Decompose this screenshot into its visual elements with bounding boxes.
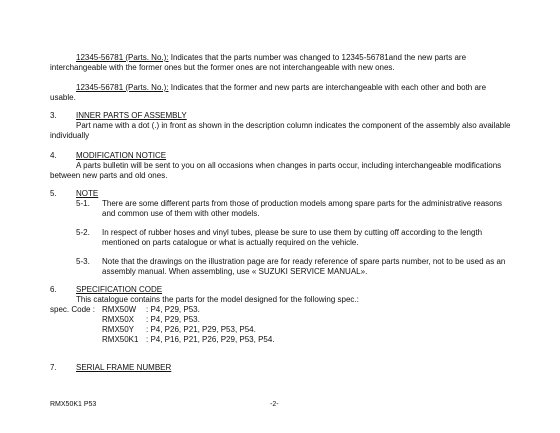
spec-model: RMX50W: [102, 305, 137, 314]
spec-code-label: spec. Code :: [50, 305, 95, 314]
section-title: SERIAL FRAME NUMBER: [76, 363, 172, 372]
note-text: Indicates that the former and new parts are interchangeable with each other and both are usable.: [50, 83, 487, 102]
section-body: A parts bulletin will be sent to you on all occasions when changes in parts occur, including interchangeable modifications between new parts and old ones.: [50, 161, 502, 180]
section-title: MODIFICATION NOTICE: [76, 151, 167, 160]
note-code: 12345-56781 (Parts. No.):: [76, 83, 169, 92]
section-number: 5.: [50, 189, 57, 198]
footer-model-code: RMX50K1 P53: [50, 401, 97, 408]
spec-model: RMX50K1: [102, 335, 139, 344]
note-item-text: There are some different parts from those of production models among spare parts for the administrative reasons and common use of them with other models.: [102, 199, 503, 218]
note-item-number: 5-3.: [76, 257, 90, 266]
note-code: 12345-56781 (Parts. No.):: [76, 53, 169, 62]
section-number: 7.: [50, 363, 57, 372]
note-interchange-both-ways: [50, 83, 512, 103]
spec-model: RMX50Y: [102, 325, 135, 334]
section-body: Part name with a dot (.) in front as shown in the description column indicates the component of the assembly also available individually: [50, 121, 511, 140]
spec-pages: : P4, P29, P53.: [146, 305, 200, 314]
section-title: SPECIFICATION CODE: [76, 285, 163, 294]
note-item-text: Note that the drawings on the illustration page are for ready reference of spare parts number, not to be used as an assembly manual. When assembling, use « SUZUKI SERVICE MANUAL».: [102, 257, 506, 276]
note-interchange-one-way: [50, 53, 512, 73]
spec-pages: : P4, P16, P21, P26, P29, P53, P54.: [146, 335, 275, 344]
note-text: Indicates that the parts number was changed to 12345-56781and the new parts are interchangeable with the former ones but the former ones are not interchangeable with new ones.: [50, 53, 467, 72]
spec-pages: : P4, P26, P21, P29, P53, P54.: [146, 325, 256, 334]
section-number: 3.: [50, 111, 57, 120]
section-number: 4.: [50, 151, 57, 160]
section-body: This catalogue contains the parts for the model designed for the following spec.:: [76, 295, 359, 304]
section-number: 6.: [50, 285, 57, 294]
note-item-text: In respect of rubber hoses and vinyl tubes, please be sure to use them by cutting off according to the length mentioned on parts catalogue or what is actually required on the vehicle.: [102, 228, 483, 247]
section-title: NOTE: [76, 189, 99, 198]
spec-model: RMX50X: [102, 315, 135, 324]
note-item-number: 5-2.: [76, 228, 90, 237]
page-number: -2-: [270, 401, 279, 408]
spec-pages: : P4, P29, P53.: [146, 315, 200, 324]
note-item-number: 5-1.: [76, 199, 90, 208]
section-title: INNER PARTS OF ASSEMBLY: [76, 111, 187, 120]
